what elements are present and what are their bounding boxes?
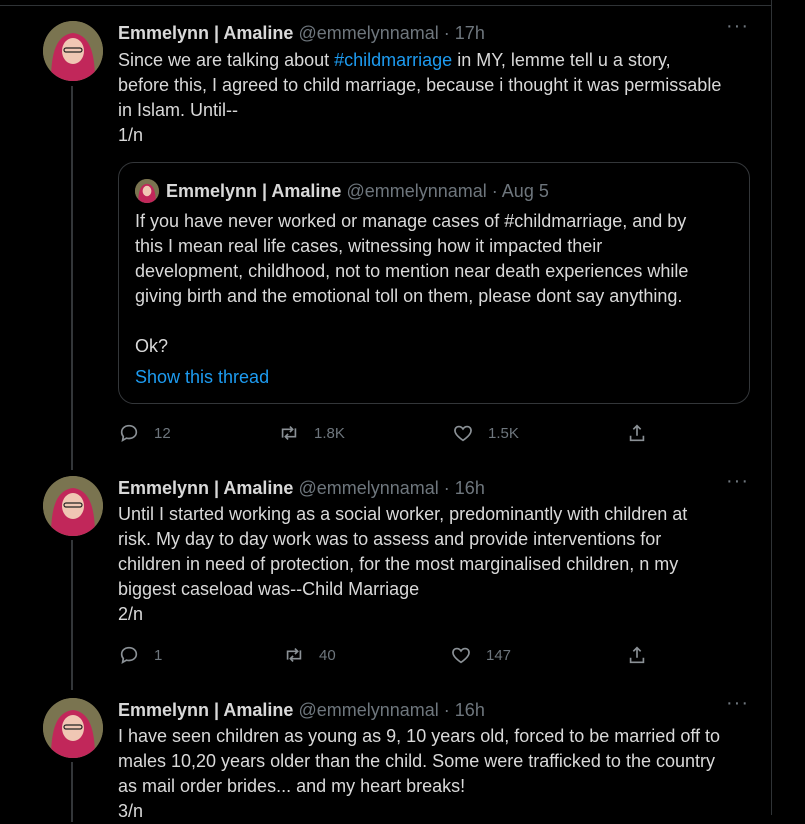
user-handle[interactable]: @emmelynnamal — [298, 700, 439, 720]
reply-count: 12 — [154, 424, 171, 442]
separator-dot: · — [443, 478, 450, 498]
show-thread-link[interactable]: Show this thread — [135, 367, 270, 387]
more-options-icon[interactable]: ··· — [726, 15, 749, 37]
quoted-avatar[interactable] — [135, 179, 159, 203]
quoted-text-line: giving birth and the emotional toll on them, please dont say anything. — [135, 286, 683, 306]
separator-dot: · — [443, 700, 450, 720]
tweet-text-line: risk. My day to day work was to assess and provide interventions for — [118, 529, 662, 549]
user-handle[interactable]: @emmelynnamal — [298, 23, 439, 43]
display-name[interactable]: Emmelynn | Amaline — [118, 23, 294, 43]
tweet-text — [118, 724, 753, 824]
tweet-text-line: children in need of protection, for the most marginalised children, n my — [118, 554, 679, 574]
like-button[interactable] — [450, 642, 511, 668]
tweet-text-line: 3/n — [118, 801, 144, 821]
tweet-text-line: males 10,20 years older than the child. Some were trafficked to the country — [118, 751, 715, 771]
heart-icon — [450, 644, 472, 666]
quoted-tweet[interactable] — [118, 162, 750, 404]
heart-icon — [452, 422, 474, 444]
retweet-count: 40 — [319, 646, 336, 664]
display-name[interactable]: Emmelynn | Amaline — [118, 700, 294, 720]
quoted-display-name[interactable]: Emmelynn | Amaline — [166, 181, 342, 201]
tweet-text-line: I have seen children as young as 9, 10 years old, forced to be married off to — [118, 726, 721, 746]
thread-connector-line — [71, 762, 73, 822]
timestamp[interactable]: 16h — [454, 700, 485, 720]
avatar[interactable] — [43, 698, 103, 758]
quoted-header — [166, 179, 549, 203]
tweet-text-line: 2/n — [118, 604, 144, 624]
thread-connector-line — [71, 540, 73, 690]
share-button[interactable] — [626, 420, 648, 446]
top-divider — [0, 0, 771, 6]
quoted-timestamp[interactable]: Aug 5 — [501, 181, 549, 201]
avatar[interactable] — [43, 21, 103, 81]
display-name[interactable]: Emmelynn | Amaline — [118, 478, 294, 498]
tweet-text-line: biggest caseload was--Child Marriage — [118, 579, 420, 599]
tweet-header — [118, 698, 485, 722]
separator-dot: · — [443, 23, 450, 43]
reply-button[interactable] — [118, 420, 171, 446]
reply-count: 1 — [154, 646, 163, 664]
text-segment: Since we are talking about — [118, 50, 335, 70]
quoted-text-blank-line — [135, 309, 735, 334]
quoted-handle[interactable]: @emmelynnamal — [346, 181, 487, 201]
text-segment: in MY, lemme tell u a story, — [452, 50, 671, 70]
tweet-text-line: 1/n — [118, 125, 144, 145]
avatar-image — [135, 179, 159, 203]
avatar-image — [43, 476, 103, 536]
tweet-text-line — [118, 48, 753, 73]
more-options-icon[interactable]: ··· — [726, 470, 749, 492]
quoted-text — [135, 209, 735, 359]
tweet-text — [118, 48, 753, 148]
retweet-icon — [283, 644, 305, 666]
avatar[interactable] — [43, 476, 103, 536]
tweet-text-line: before this, I agreed to child marriage, because i thought it was permissable — [118, 75, 722, 95]
tweet-text-line: in Islam. Until-- — [118, 100, 239, 120]
hashtag-link[interactable]: #childmarriage — [334, 50, 453, 70]
reply-button[interactable] — [118, 642, 162, 668]
share-icon — [626, 644, 648, 666]
retweet-count: 1.8K — [314, 424, 345, 442]
quoted-text-line: this I mean real life cases, witnessing how it impacted their — [135, 236, 603, 256]
like-button[interactable] — [452, 420, 519, 446]
like-count: 147 — [486, 646, 512, 664]
quoted-text-line: If you have never worked or manage cases of #childmarriage, and by — [135, 211, 687, 231]
separator-dot: · — [491, 181, 498, 201]
reply-icon — [118, 644, 140, 666]
more-options-icon[interactable]: ··· — [726, 692, 749, 714]
quoted-text-line: Ok? — [135, 336, 169, 356]
quoted-text-line: development, childhood, not to mention near death experiences while — [135, 261, 689, 281]
retweet-icon — [278, 422, 300, 444]
thread-connector-line — [71, 86, 73, 470]
share-icon — [626, 422, 648, 444]
timestamp[interactable]: 17h — [454, 23, 485, 43]
tweet-header — [118, 21, 485, 45]
like-count: 1.5K — [488, 424, 519, 442]
user-handle[interactable]: @emmelynnamal — [298, 478, 439, 498]
avatar-image — [43, 21, 103, 81]
tweet-actions — [118, 420, 658, 446]
tweet-text — [118, 502, 753, 627]
tweet-text-line: as mail order brides... and my heart breaks! — [118, 776, 466, 796]
timestamp[interactable]: 16h — [454, 478, 485, 498]
avatar-image — [43, 698, 103, 758]
tweet-header — [118, 476, 485, 500]
retweet-button[interactable] — [283, 642, 336, 668]
tweet-actions — [118, 642, 658, 668]
retweet-button[interactable] — [278, 420, 345, 446]
share-button[interactable] — [626, 642, 648, 668]
tweet-text-line: Until I started working as a social worker, predominantly with children at — [118, 504, 688, 524]
reply-icon — [118, 422, 140, 444]
